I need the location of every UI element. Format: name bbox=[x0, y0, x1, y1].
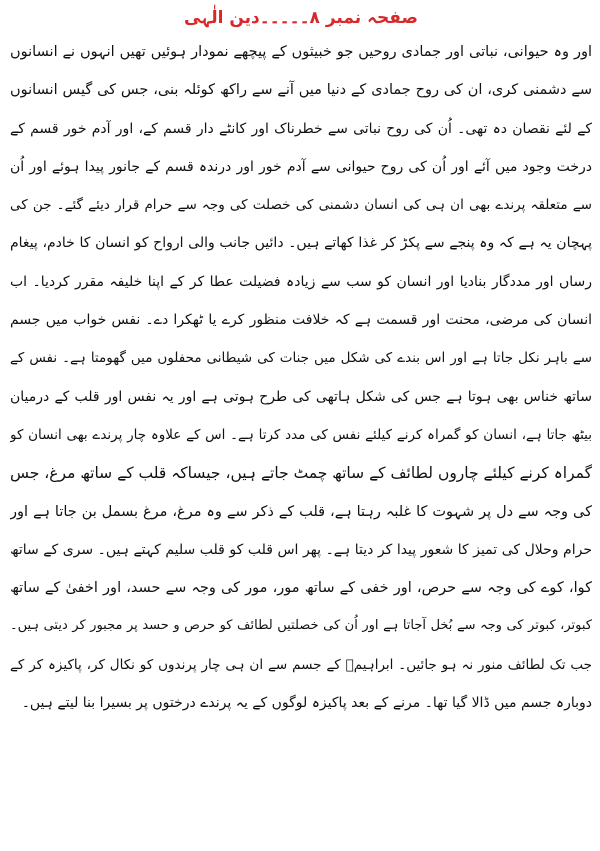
page-header-title: صفحہ نمبر ۸۔۔۔۔۔دین الٰہی bbox=[184, 8, 418, 28]
body-line: پہچان یہ ہے کہ وہ پنجے سے پکڑ کر غذا کھاتے ہیں۔ دائیں جانب والی ارواح کو انسان کا خادم، پیغام bbox=[10, 235, 592, 252]
body-line: کوا، کوے کی وجہ سے حرص، اور خفی کے ساتھ مور، مور کی وجہ سے حسد، اور اخفیٰ کے ساتھ bbox=[10, 580, 592, 597]
body-line: جب تک لطائف منور نہ ہو جائیں۔ ابراہیمؑ کے جسم سے ان ہی چار پرندوں کو نکال کر، پاکیزہ کر کے bbox=[10, 656, 592, 673]
body-line: سے دشمنی کری، ان کی روح جمادی کے دنیا میں آنے سے راکھ کوئلہ بنی، جس کی گیس انسانوں bbox=[10, 82, 592, 99]
body-text bbox=[10, 33, 592, 722]
body-line: کے لئے نقصان دہ تھی۔ اُن کی روح نباتی سے خطرناک اور کانٹے دار قسم کے، اور آدم خور قسم کے bbox=[10, 120, 592, 137]
document-page bbox=[10, 0, 592, 851]
body-line: انسان کی مرضی، محنت اور قسمت ہے کہ خلافت منظور کرے یا ٹھکرا دے۔ نفس خواب میں جسم bbox=[10, 312, 592, 329]
body-line: سے متعلقہ پرندے بھی ان ہی کی انسان دشمنی کی خصلت کی وجہ سے حرام قرار دیئے گئے۔ جن کی bbox=[10, 197, 592, 214]
body-line: کی وجہ سے دل پر شہوت کا غلبہ رہتا ہے، قلب کے ذکر سے وہ مرغ، مرغ بسمل بن جاتا ہے اور bbox=[10, 503, 592, 520]
body-line: کبوتر، کبوتر کی وجہ سے بُخل آجاتا ہے اور اُن کی خصلتیں لطائف کو حرص و حسد پر مجبور کر دیتی ہیں۔ bbox=[10, 618, 592, 634]
body-line: درخت وجود میں آئے اور اُن کی روح حیوانی سے آدم خور اور درندہ قسم کے جانور پیدا ہوئے اور اُن bbox=[10, 158, 592, 175]
body-line: حرام وحلال کی تمیز کا شعور پیدا کر دیتا ہے۔ پھر اس قلب کو قلب سلیم کہتے ہیں۔ سری کے ساتھ bbox=[10, 541, 592, 558]
body-line: بیٹھ جاتا ہے، انسان کو گمراہ کرنے کیلئے نفس کی مدد کرتا ہے۔ اس کے علاوہ چار پرندے بھی انسان کو bbox=[10, 426, 592, 443]
body-line: گمراہ کرنے کیلئے چاروں لطائف کے ساتھ چمٹ جاتے ہیں، جیساکہ قلب کے ساتھ مرغ، جس bbox=[10, 464, 592, 483]
body-line: دوبارہ جسم میں ڈالا گیا تھا۔ مرنے کے بعد پاکیزہ لوگوں کے یہ پرندے درختوں پر بسیرا بنا لیتے ہیں۔ bbox=[21, 695, 592, 712]
body-line: ساتھ خناس بھی ہوتا ہے جس کی شکل ہاتھی کی طرح ہوتی ہے اور یہ نفس اور قلب کے درمیان bbox=[10, 388, 592, 405]
body-line: رساں اور مددگار بنادیا اور انسان کو سب سے زیادہ فضیلت عطا کر کے اپنا خلیفہ مقرر کردیا۔ اب bbox=[10, 273, 592, 290]
body-line: سے باہر نکل جاتا ہے اور اس بندے کی شکل میں جنات کی شیطانی محفلوں میں گھومتا ہے۔ نفس کے bbox=[10, 350, 592, 367]
body-line: اور وہ حیوانی، نباتی اور جمادی روحیں جو خبیثوں کے پیچھے نمودار ہوئیں تھیں انہوں نے انسانوں bbox=[10, 44, 592, 60]
